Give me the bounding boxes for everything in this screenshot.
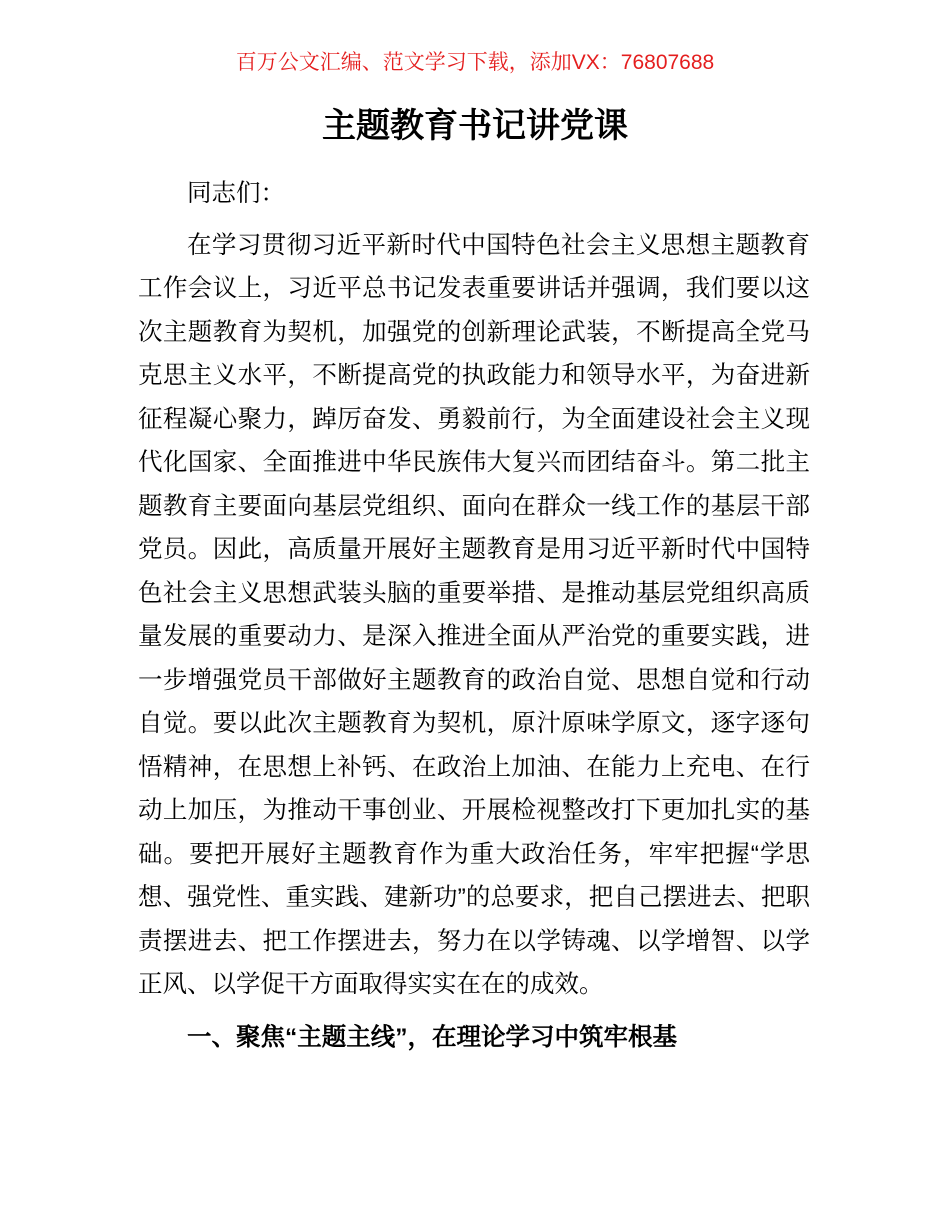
- body-paragraph: 在学习贯彻习近平新时代中国特色社会主义思想主题教育工作会议上，习近平总书记发表重要讲话并强调，我们要以这次主题教育为契机，加强党的创新理论武装，不断提高全党马克思主义水平，不断提高党的执政能力和领导水平，为奋进新征程凝心聚力，踔厉奋发、勇毅前行，为全面建设社会主义现代化国家、全面推进中华民族伟大复兴而团结奋斗。第二批主题教育主要面向基层党组织、面向在群众一线工作的基层干部党员。因此，高质量开展好主题教育是用习近平新时代中国特色社会主义思想武装头脑的重要举措、是推动基层党组织高质量发展的重要动力、是深入推进全面从严治党的重要实践，进一步增强党员干部做好主题教育的政治自觉、思想自觉和行动自觉。要以此次主题教育为契机，原汁原味学原文，逐字逐句悟精神，在思想上补钙、在政治上加油、在能力上充电、在行动上加压，为推动干事创业、开展检视整改打下更加扎实的基础。要把开展好主题教育作为重大政治任务，牢牢把握“学思想、强党性、重实践、建新功”的总要求，把自己摆进去、把职责摆进去、把工作摆进去，努力在以学铸魂、以学增智、以学正风、以学促干方面取得实实在在的成效。: [138, 231, 810, 998]
- salutation: 同志们：: [187, 180, 285, 207]
- page-title: 主题教育书记讲党课: [322, 107, 628, 145]
- document-body: [138, 172, 810, 1059]
- promo-banner: 百万公文汇编、范文学习下载，添加VX：76807688: [235, 51, 715, 74]
- section-heading: 一、聚焦“主题主线”，在理论学习中筑牢根基: [187, 1023, 677, 1051]
